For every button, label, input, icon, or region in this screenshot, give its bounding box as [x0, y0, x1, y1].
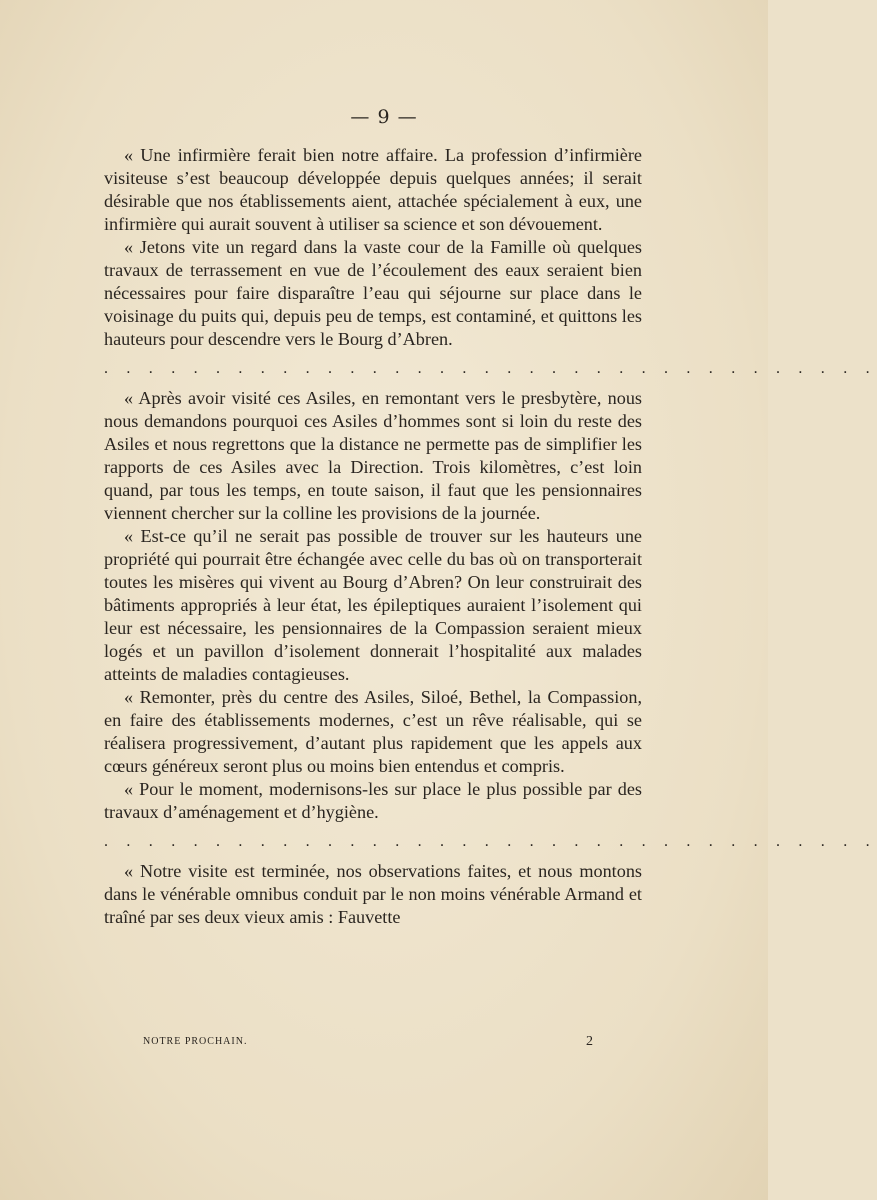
page-number: — 9 —: [350, 106, 418, 128]
signature-title: NOTRE PROCHAIN.: [143, 1036, 248, 1047]
ellipsis-divider: . . . . . . . . . . . . . . . . . . . . . . . . . . . . . . . . . . .: [104, 360, 877, 377]
paragraph-2: « Jetons vite un regard dans la vaste cour de la Famille où quelques travaux de terrassement en vue de l’écoulement des eaux seraient bien nécessaires pour faire disparaître l’eau qui séjourne sur place dans le voisinage du puits qui, depuis peu de temps, est contaminé, et quittons les hauteurs pour descendre vers le Bourg d’Abren.: [104, 237, 642, 349]
paragraph-5: « Remonter, près du centre des Asiles, Siloé, Bethel, la Compassion, en faire des établissements modernes, c’est un rêve réalisable, qui se réalisera progressivement, d’autant plus rapidement que les appels aux cœurs généreux seront plus ou moins bien entendus et compris.: [104, 687, 642, 776]
signature-number: 2: [586, 1034, 593, 1049]
paragraph-1: « Une infirmière ferait bien notre affaire. La profession d’infirmière visiteuse s’est beaucoup développée depuis quelques années; il serait désirable que nos établissements aient, attachée spécialement à eux, une infirmière qui aurait souvent à utiliser sa science et son dévouement.: [104, 145, 642, 234]
ellipsis-divider: . . . . . . . . . . . . . . . . . . . . . . . . . . . . . . . . . . .: [104, 833, 877, 850]
paragraph-3: « Après avoir visité ces Asiles, en remontant vers le presbytère, nous nous demandons pourquoi ces Asiles d’hommes sont si loin du reste des Asiles et nous regrettons que la distance ne permette pas de simplifier les rapports de ces Asiles avec la Direction. Trois kilomètres, c’est loin quand, par tous les temps, en toute saison, il faut que les pensionnaires viennent chercher sur la colline les provisions de la journée.: [104, 388, 642, 523]
paragraph-6: « Pour le moment, modernisons-les sur place le plus possible par des travaux d’aménagement et d’hygiène.: [104, 779, 642, 822]
paragraph-7: « Notre visite est terminée, nos observations faites, et nous montons dans le vénérable omnibus conduit par le non moins vénérable Armand et traîné par ses deux vieux amis : Fauvette: [104, 861, 642, 927]
body-text: [104, 144, 877, 929]
paragraph-4: « Est-ce qu’il ne serait pas possible de trouver sur les hauteurs une propriété qui pourrait être échangée avec celle du bas où on transporterait toutes les misères qui vivent au Bourg d’Abren? On leur construirait des bâtiments appropriés à leur état, les épileptiques auraient l’isolement qui leur est nécessaire, les pensionnaires de la Compassion seraient mieux logés et un pavillon d’isolement donnerait l’hospitalité aux malades atteints de maladies contagieuses.: [104, 526, 642, 684]
